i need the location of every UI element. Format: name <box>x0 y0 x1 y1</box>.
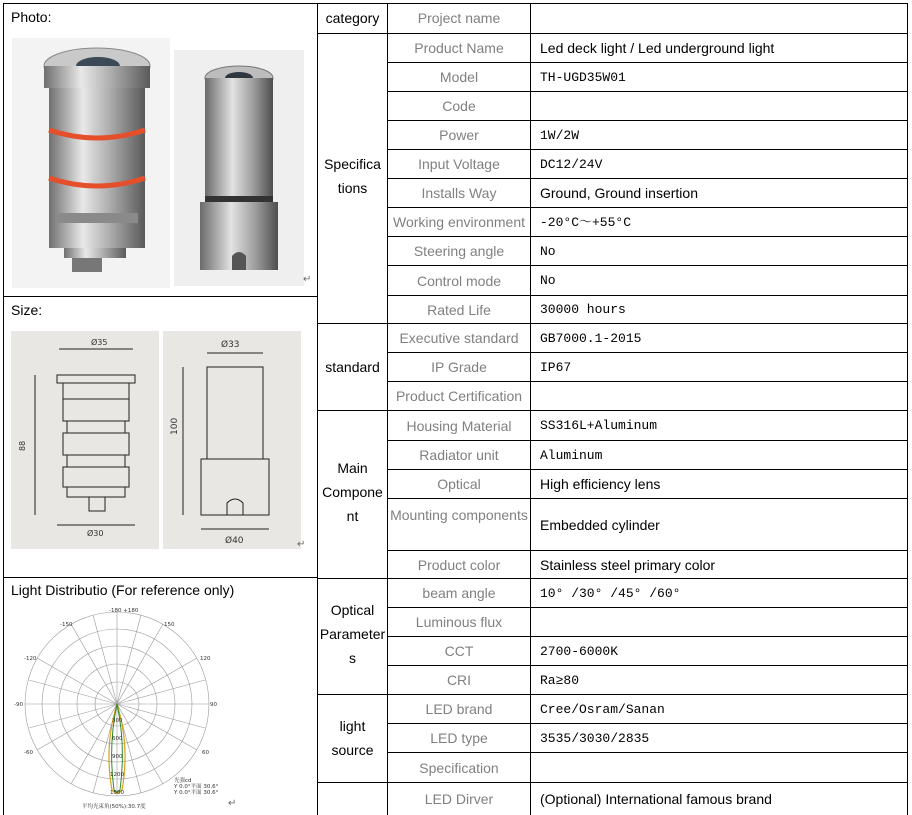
row-label: Input Voltage <box>418 156 500 172</box>
dim-100: 100 <box>170 417 180 435</box>
row-label: Executive standard <box>399 330 519 346</box>
row-value: Ground, Ground insertion <box>540 185 698 201</box>
row-label: Power <box>439 127 479 143</box>
row-value: Ra≥80 <box>540 673 580 688</box>
row-label: IP Grade <box>431 359 487 375</box>
category-standard: standard <box>325 359 380 375</box>
dim-88: 88 <box>18 440 27 451</box>
row-value: Led deck light / Led underground light <box>540 40 775 56</box>
row-label: CRI <box>446 672 472 688</box>
polar-angle-label: 150 <box>164 622 175 628</box>
row-label: Product color <box>417 557 501 573</box>
row-label: Rated Life <box>427 302 491 318</box>
product-photo-front <box>12 38 170 288</box>
row-value: 10° /30° /45° /60° <box>540 586 681 601</box>
photo-section <box>4 4 317 296</box>
polar-radial-label: 900 <box>112 754 123 760</box>
polar-angle-label: 90 <box>210 702 217 708</box>
polar-radial-label: 300 <box>112 718 123 724</box>
size-section <box>4 297 317 577</box>
row-label: Control mode <box>416 273 502 289</box>
row-value: 2700-6000K <box>540 644 619 659</box>
polar-radial-label: 1200 <box>110 772 124 778</box>
row-value: Aluminum <box>540 448 603 463</box>
dim-d33: Ø33 <box>221 340 240 350</box>
polar-radial-label: 1500 <box>110 790 124 796</box>
row-label: Model <box>439 69 479 85</box>
row-label: LED Dirver <box>424 791 494 807</box>
row-label: Mounting components <box>390 507 528 523</box>
row-value: High efficiency lens <box>540 476 661 492</box>
dim-d35: Ø35 <box>91 338 108 347</box>
row-label: Radiator unit <box>419 447 499 463</box>
return-mark: ↵ <box>303 274 312 285</box>
polar-radial-label: 600 <box>112 736 123 742</box>
row-label: Optical <box>437 476 481 492</box>
row-value: SS316L+Aluminum <box>540 418 658 433</box>
dim-d40: Ø40 <box>225 536 244 546</box>
category-main-component: Main Compone nt <box>322 460 383 524</box>
row-value: 30000 hours <box>540 302 626 317</box>
row-label: Luminous flux <box>415 614 503 630</box>
row-label: CCT <box>444 643 474 659</box>
polar-angle-label: -180 +180 <box>109 608 139 614</box>
row-value: No <box>540 273 556 288</box>
row-value: 1W/2W <box>540 128 580 143</box>
category-light-source: light source <box>331 718 374 758</box>
photo-label: Photo: <box>11 9 52 25</box>
product-photo-side <box>174 50 304 286</box>
row-value: 3535/3030/2835 <box>540 731 650 746</box>
return-mark: ↵ <box>297 539 306 550</box>
polar-legend-title: 光强cd <box>174 778 192 784</box>
polar-angle-label: -90 <box>14 702 23 708</box>
row-label: Project name <box>417 10 501 26</box>
row-label: beam angle <box>422 585 496 601</box>
row-value: DC12/24V <box>540 157 603 172</box>
return-mark: ↵ <box>228 798 237 809</box>
row-label: LED brand <box>425 701 493 717</box>
row-value: Embedded cylinder <box>540 517 660 533</box>
row-value: Cree/Osram/Sanan <box>540 702 665 717</box>
dimension-drawing-front <box>11 331 159 549</box>
row-value: IP67 <box>540 360 572 375</box>
polar-angle-label: 120 <box>200 656 211 662</box>
row-label: Working environment <box>392 214 526 230</box>
polar-footer: 平均光束角(50%):30.7度 <box>82 804 146 810</box>
size-label: Size: <box>11 302 43 318</box>
category-optical-parameters: Optical Parameter s <box>319 602 386 666</box>
row-label: Code <box>442 98 476 114</box>
row-label: Product Certification <box>395 388 523 404</box>
row-value: Stainless steel primary color <box>540 557 716 573</box>
dim-d30: Ø30 <box>87 529 104 538</box>
polar-light-distribution-chart <box>12 606 226 812</box>
row-label: Steering angle <box>413 243 505 259</box>
row-label: Product Name <box>414 40 504 56</box>
dimension-drawing-side <box>163 331 301 549</box>
polar-angle-label: -120 <box>24 656 37 662</box>
polar-legend-item: Y 0.0°平面 30.6° <box>174 784 219 790</box>
row-label: Housing Material <box>406 418 512 434</box>
row-value: (Optional) International famous brand <box>540 791 772 807</box>
polar-angle-label: -60 <box>24 750 33 756</box>
row-value: TH-UGD35W01 <box>540 70 626 85</box>
light-distribution-section <box>4 578 317 815</box>
polar-angle-label: -150 <box>60 622 73 628</box>
row-value: GB7000.1-2015 <box>540 331 642 346</box>
polar-legend-item: Y 0.0°平面 30.6° <box>174 790 219 796</box>
polar-angle-label: 60 <box>202 750 209 756</box>
row-value: -20°C～+55°C <box>540 215 632 230</box>
row-label: Installs Way <box>421 185 497 201</box>
row-label: LED type <box>430 730 488 746</box>
category-specifications: Specifica tions <box>324 156 381 196</box>
row-value: No <box>540 244 556 259</box>
category-header: category <box>325 10 380 26</box>
light-distribution-label: Light Distributio (For reference only) <box>11 582 235 598</box>
row-label: Specification <box>419 760 499 776</box>
